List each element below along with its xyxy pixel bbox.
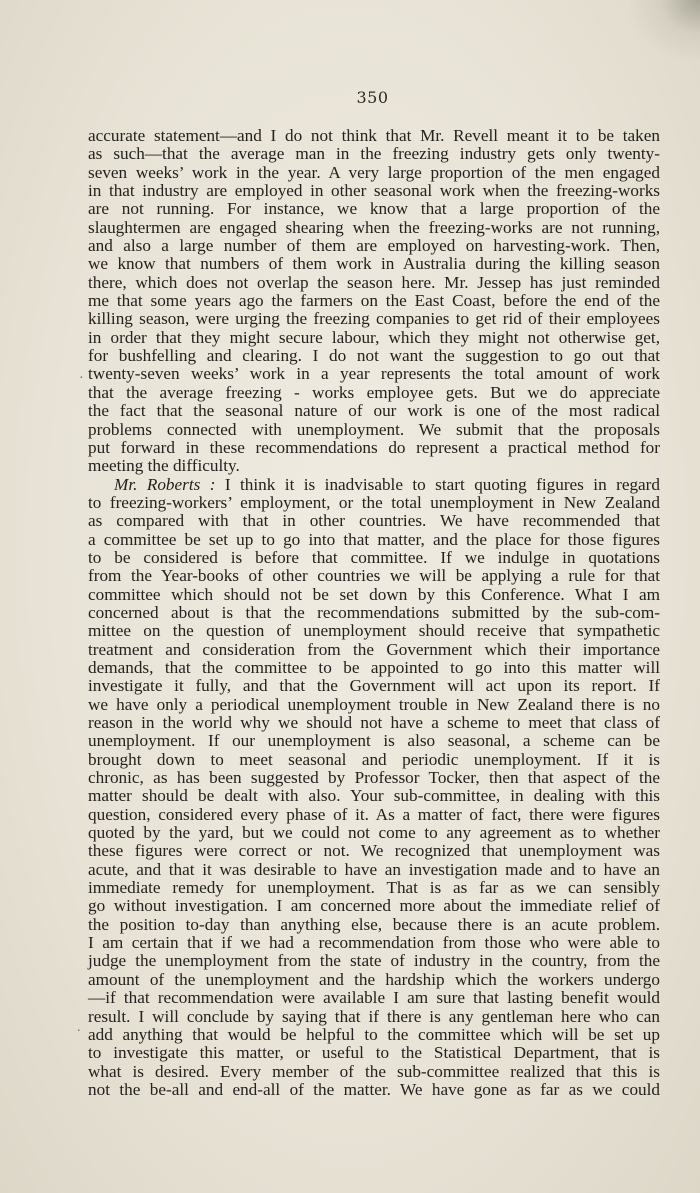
page-corner-shadow	[630, 0, 700, 60]
line-text: to investigate this matter, or useful to the Statistical Department, that is	[88, 1043, 660, 1063]
text-line	[88, 879, 660, 897]
margin-mark: .	[77, 1020, 81, 1035]
text-line	[88, 457, 660, 475]
text-line	[88, 329, 660, 347]
text-line	[88, 806, 660, 824]
text-line	[88, 1063, 660, 1081]
line-text: problems connected with unemployment. We submit that the proposals	[88, 419, 660, 439]
line-text: in that industry are employed in other seasonal work when the freezing-works	[88, 181, 660, 201]
speaker-name: Mr. Roberts :	[114, 474, 216, 494]
text-line	[88, 200, 660, 218]
line-text: mittee on the question of unemployment should receive that sympathetic	[88, 621, 660, 641]
line-text: —if that recommendation were available I am sure that lasting benefit would	[88, 988, 660, 1008]
line-text: that the average freezing - works employee gets. But we do appreciate	[88, 382, 660, 402]
line-text: the fact that the seasonal nature of our work is one of the most radical	[88, 401, 660, 421]
line-text: what is desired. Every member of the sub-committee realized that this is	[88, 1061, 660, 1081]
text-line	[88, 145, 660, 163]
line-text: amount of the unemployment and the hardship which the workers undergo	[88, 969, 660, 989]
line-text: killing season, were urging the freezing companies to get rid of their employees	[88, 309, 660, 329]
text-line	[88, 1026, 660, 1044]
text-line	[88, 494, 660, 512]
text-line	[88, 861, 660, 879]
text-line	[88, 439, 660, 457]
line-text: we have only a periodical unemployment trouble in New Zealand there is no	[88, 694, 660, 714]
line-text: for bushfelling and clearing. I do not want the suggestion to go out that	[88, 346, 660, 366]
line-text: me that some years ago the farmers on the East Coast, before the end of the	[88, 291, 660, 311]
line-text: treatment and consideration from the Government which their importance	[88, 639, 660, 659]
margin-mark: ·	[79, 371, 84, 386]
line-text: and also a large number of them are employed on harvesting-work. Then,	[88, 236, 660, 256]
text-line	[88, 641, 660, 659]
line-text: investigate it fully, and that the Government will act upon its report. If	[88, 676, 660, 696]
text-line	[88, 182, 660, 200]
line-text: meeting the difficulty.	[88, 456, 240, 476]
line-text: demands, that the committee to be appointed to go into this matter will	[88, 657, 660, 677]
line-text: twenty-seven weeks’ work in a year represents the total amount of work	[88, 364, 660, 384]
text-line	[88, 512, 660, 530]
text-line	[88, 1044, 660, 1062]
text-line	[88, 310, 660, 328]
text-line	[88, 952, 660, 970]
page-number: 350	[356, 88, 389, 107]
line-text: chronic, as has been suggested by Professor Tocker, then that aspect of the	[88, 768, 660, 788]
text-line	[88, 659, 660, 677]
text-line	[88, 549, 660, 567]
text-line	[88, 127, 660, 145]
text-line	[88, 971, 660, 989]
text-line	[88, 897, 660, 915]
line-text: to freezing-workers’ employment, or the total unemployment in New Zealand	[88, 492, 660, 512]
text-line	[88, 916, 660, 934]
line-text: brought down to meet seasonal and periodic unemployment. If it is	[88, 749, 660, 769]
line-text: as compared with that in other countries. We have recommended that	[88, 511, 660, 531]
text-line	[88, 1008, 660, 1026]
text-line	[88, 476, 660, 494]
line-text: as such—that the average man in the freezing industry gets only twenty-	[88, 144, 660, 164]
text-line	[88, 989, 660, 1007]
text-line	[88, 567, 660, 585]
line-text: to be considered is before that committee. If we indulge in quotations	[88, 547, 660, 567]
text-line	[88, 677, 660, 695]
line-text: put forward in these recommendations do represent a practical method for	[88, 437, 660, 457]
text-line	[88, 365, 660, 383]
line-text: committee which should not be set down by this Conference. What I am	[88, 584, 660, 604]
text-line	[88, 219, 660, 237]
line-text: unemployment. If our unemployment is also seasonal, a scheme can be	[88, 731, 660, 751]
line-text: a committee be set up to go into that matter, and the place for those figures	[88, 529, 660, 549]
line-text: question, considered every phase of it. As a matter of fact, there were figures	[88, 804, 660, 824]
text-line	[88, 255, 660, 273]
line-text: there, which does not overlap the season here. Mr. Jessep has just reminded	[88, 272, 660, 292]
text-line	[88, 586, 660, 604]
text-line	[88, 934, 660, 952]
line-text: quoted by the yard, but we could not come to any agreement as to whether	[88, 823, 660, 843]
line-text: I think it is inadvisable to start quoting figures in regard	[215, 474, 660, 494]
line-text: reason in the world why we should not have a scheme to meet that class of	[88, 713, 660, 732]
text-line	[88, 842, 660, 860]
text-line	[88, 622, 660, 640]
line-text: accurate statement—and I do not think that Mr. Revell meant it to be taken	[88, 126, 660, 145]
line-text: matter should be dealt with also. Your sub-committee, in dealing with this	[88, 786, 660, 806]
text-line	[88, 402, 660, 420]
text-line	[88, 1081, 660, 1099]
line-text: concerned about is that the recommendations submitted by the sub-com-	[88, 602, 660, 622]
line-text: I am certain that if we had a recommendation from those who were able to	[88, 933, 660, 953]
line-text: slaughtermen are engaged shearing when the freezing-works are not running,	[88, 217, 660, 237]
line-text: seven weeks’ work in the year. A very large proportion of the men engaged	[88, 162, 660, 182]
line-text: in order that they might secure labour, which they might not otherwise get,	[88, 327, 660, 347]
text-line	[88, 237, 660, 255]
line-text: the position to-day than anything else, because there is an acute problem.	[88, 914, 660, 934]
text-line	[88, 787, 660, 805]
line-text: not the be-all and end-all of the matter. We have gone as far as we could	[88, 1079, 660, 1099]
text-line	[88, 732, 660, 750]
text-line	[88, 751, 660, 769]
line-text: go without investigation. I am concerned more about the immediate relief of	[88, 896, 660, 916]
text-line	[88, 714, 660, 732]
body-text	[88, 127, 660, 1099]
text-line	[88, 604, 660, 622]
text-line	[88, 164, 660, 182]
line-text: immediate remedy for unemployment. That is as far as we can sensibly	[88, 878, 660, 898]
line-text: add anything that would be helpful to the committee which will be set up	[88, 1024, 660, 1044]
text-line	[88, 824, 660, 842]
line-text: are not running. For instance, we know that a large proportion of the	[88, 199, 660, 219]
line-text: acute, and that it was desirable to have an investigation made and to have an	[88, 859, 660, 879]
line-text: these figures were correct or not. We recognized that unemployment was	[88, 841, 660, 861]
line-text: from the Year-books of other countries we will be applying a rule for that	[88, 566, 660, 586]
line-text: judge the unemployment from the state of industry in the country, from the	[88, 951, 660, 971]
line-text: result. I will conclude by saying that if there is any gentleman here who can	[88, 1006, 660, 1026]
text-line	[88, 384, 660, 402]
text-line	[88, 531, 660, 549]
text-line	[88, 421, 660, 439]
text-line	[88, 347, 660, 365]
text-line	[88, 292, 660, 310]
line-text: we know that numbers of them work in Australia during the killing season	[88, 254, 660, 274]
text-line	[88, 696, 660, 714]
text-line	[88, 274, 660, 292]
text-line	[88, 769, 660, 787]
